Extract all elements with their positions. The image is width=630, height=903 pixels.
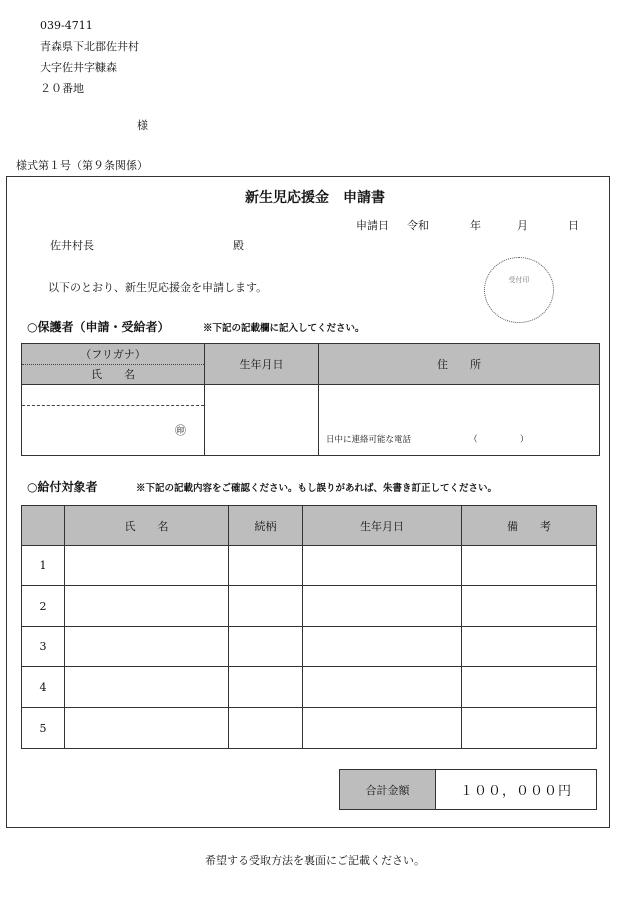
table-row [22,708,597,749]
addressee-honorific: 殿 [233,239,244,252]
total-label: 合計金額 [340,770,436,810]
phone-label: 日中に連絡可能な電話 [326,435,412,445]
guardian-dob-cell[interactable] [205,385,319,456]
address-header: 住 所 [319,344,600,385]
dob-cell[interactable] [303,586,462,627]
guardian-table [21,343,600,456]
beneficiary-note: ※下記の記載内容をご確認ください。もし誤りがあれば、朱書き訂正してください。 [136,483,498,494]
relation-cell[interactable] [229,627,303,667]
beneficiary-table [21,505,597,749]
col-header-index [22,506,65,546]
stamp-label: 受付印 [508,276,530,284]
addressee: 佐井村長 [50,239,94,252]
guardian-name-cell[interactable] [22,385,205,456]
name-label: 氏 名 [91,368,135,381]
table-row [22,546,597,586]
reception-stamp-area [484,257,554,323]
recipient-honorific: 様 [137,119,148,132]
remarks-cell[interactable] [462,667,597,708]
recipient-address [40,15,139,99]
dob-header: 生年月日 [205,344,319,385]
remarks-cell[interactable] [462,627,597,667]
postal-code: 039-4711 [40,19,93,32]
relation-cell[interactable] [229,586,303,627]
form-number: 様式第１号（第９条関係） [16,159,148,172]
relation-cell[interactable] [229,708,303,749]
row-number: 4 [22,667,65,708]
name-cell[interactable] [65,546,229,586]
row-number: 3 [22,627,65,667]
row-number: 5 [22,708,65,749]
phone-parens: （ ） [469,435,529,445]
table-row [22,667,597,708]
beneficiary-heading: ○給付対象者 [27,480,98,494]
footer-note: 希望する受取方法を裏面にご記載ください。 [205,854,425,867]
col-header-dob: 生年月日 [303,506,462,546]
date-prefix: 申請日 [356,219,389,232]
relation-cell[interactable] [229,546,303,586]
remarks-cell[interactable] [462,708,597,749]
date-day-label: 日 [568,219,579,232]
seal-mark: ㊞ [175,424,186,437]
guardian-name-header [22,344,205,385]
name-divider [22,405,204,406]
date-year-label: 年 [470,219,481,232]
guardian-heading: ○保護者（申請・受給者） [27,320,170,334]
guardian-note: ※下記の記載欄に記入してください。 [203,323,365,334]
total-table [339,769,597,810]
intro-text: 以下のとおり、新生児応援金を申請します。 [48,281,268,294]
name-cell[interactable] [65,708,229,749]
name-cell[interactable] [65,586,229,627]
address-line-1: 青森県下北郡佐井村 [40,40,139,53]
remarks-cell[interactable] [462,586,597,627]
row-number: 2 [22,586,65,627]
name-cell[interactable] [65,627,229,667]
row-number: 1 [22,546,65,586]
total-amount: １００，０００円 [436,770,597,810]
dob-cell[interactable] [303,627,462,667]
address-line-2: 大字佐井字糠森 [40,61,117,74]
table-row [22,586,597,627]
dob-cell[interactable] [303,667,462,708]
remarks-cell[interactable] [462,546,597,586]
table-row [22,627,597,667]
name-cell[interactable] [65,667,229,708]
date-month-label: 月 [517,219,528,232]
form-title: 新生児応援金 申請書 [245,190,385,206]
relation-cell[interactable] [229,667,303,708]
col-header-name: 氏 名 [65,506,229,546]
furigana-divider [22,364,204,365]
dob-cell[interactable] [303,546,462,586]
furigana-label: （フリガナ） [80,348,146,361]
guardian-address-cell[interactable] [319,385,600,456]
address-line-3: ２０番地 [40,82,84,95]
date-era: 令和 [407,219,429,232]
col-header-relation: 続柄 [229,506,303,546]
dob-cell[interactable] [303,708,462,749]
col-header-remarks: 備 考 [462,506,597,546]
